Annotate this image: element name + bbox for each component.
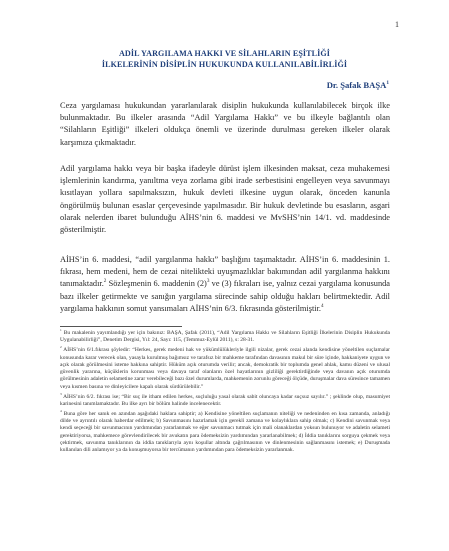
footnote-mark: 4 (60, 409, 62, 414)
title-line-1: ADİL YARGILAMA HAKKI VE SİLAHLARIN EŞİTLİĞİ (118, 49, 331, 58)
footnotes-section (60, 330, 390, 457)
paragraph-3-part-a: AİHS’in 6. maddesi, “adil yargılanma hakkı” başlığını taşımaktadır. AİHS’in 6. maddesinin 1. fıkrası, hem medeni, hem de cezai nitelikteki uyuşmazlıklar bakımından adil yargılanma hakkını tanımaktadır. (60, 255, 390, 289)
paragraph-3-part-b: Sözleşmenin 6. maddenin (2) (106, 279, 207, 289)
footnote-ref-3[interactable]: 3 (206, 278, 210, 285)
paragraph-3 (60, 254, 390, 315)
footnote-text: Buna göre her sanık en azından aşağıdaki haklara sahiptir; a) Kendisine yöneltilen suçlamanın niteliği ve nedeninden en kısa zamanda, anladığı dilde ve ayrıntılı olarak haberdar edilmek; b) Savunmasını hazırlamak için gerekli zamana ve kolaylıklara sahip olmak; c) Kendini savunmak veya kendi seçeceği bir savunmacının yardımından yararlanmak ve eğer savunmacı tutmak için mali olanaklardan yoksun bulunuyor ve adaletin selameti gerektiriyorsa, mahkemece görevlendirilecek bir avukatın para ödemeksizin yardımından yararlanabilmek; d) İddia tanıklarını sorguya çekmek veya çektirmek, savunma tanıklarının da iddia tanıklarıyla aynı koşullar altında çağrılmasının ve dinlenmesinin sağlanmasını istemek; e) Duruşmada kullanılan dili anlamıyor ya da konuşmuyorsa bir tercümanın yardımından para ödemeksizin yararlanmak. (60, 410, 390, 454)
paragraph-1: Ceza yargılaması hukukundan yararlanılarak disiplin hukukunda kullanılabilecek birçok ilke bulunmaktadır. Bu ilkeler arasında “Adil Yargılama Hakkı” ve bu ilkeyle bağlantılı olan “Silahların Eşitliği” ilkeleri oldukça önemli ve üzerinde durulması gereken ilkeler olarak karşımıza çıkmaktadır. (60, 101, 390, 147)
author-line (327, 80, 389, 90)
footnote-mark: 3 (60, 391, 62, 396)
document-title (60, 49, 389, 70)
footnote-3 (60, 391, 390, 409)
paragraph-2: Adil yargılama hakkı veya bir başka ifadeyle dürüst işlem ilkesinden maksat, ceza muhakemesi işlemlerinin kandırma, yanıltma veya zorlama gibi irade serbestisini engelleyen veya savunmayı kısıtlayan yollara sapılmaksızın, hukuk devleti ilkesine uygun olarak, önceden kanunla öngörülmüş bulunan esaslar çerçevesinde yapılmasıdır. Bir hukuk devletinde bu esasların, asgari olarak nelerden ibaret bulunduğu AİHS’nin 6. maddesi ve MvSHS’nin 14/1. vd. maddesinde gösterilmiştir. (60, 164, 390, 235)
footnote-text: AİHS’nin 6/2. fıkrası ise; “Bir suç ile itham edilen herkes, suçluluğu yasal olarak sabit oluncaya kadar suçsuz sayılır.” ; şeklinde olup, masumiyet karinesini tanımlamaktadır. Bu ilke ayrı bir bölüm halinde incelenecektir. (60, 393, 390, 407)
footnote-mark: 2 (60, 345, 62, 350)
footnote-divider (60, 326, 182, 327)
footnote-2 (60, 347, 390, 391)
author-footnote-mark[interactable]: 1 (386, 80, 389, 87)
footnote-1 (60, 330, 390, 345)
footnote-text: Bu makalenin yayımlandığı yer için bakınız: BAŞA, Şafak (2011), “Adil Yargılama Hakkı ve Silahların Eşitliği İlkelerinin Disiplin Hukukunda Uygulanabilirliği”, Denetim Dergisi, Yıl: 24, Sayı: 115, (Temmuz-Eylül 2011), s: 28-31. (60, 330, 390, 344)
footnote-mark: 1 (60, 328, 62, 333)
footnote-ref-4[interactable]: 4 (321, 303, 324, 310)
footnote-4 (60, 411, 390, 455)
footnote-text: AİHS’nin 6/1.fıkrası şöyledir: “Herkes, gerek medeni hak ve yükümlülükleriyle ilgili nizalar, gerek cezai alanda kendisine yöneltilen suçlamalar konusunda karar verecek olan, yasayla kurulmuş bağımsız ve tarafsız bir mahkeme tarafından davasının makul bir süre içinde, hakkaniyete uygun ve açık olarak görülmesini isteme hakkına sahiptir. Hüküm açık oturumda verilir; ancak, demokratik bir toplumda genel ahlak, kamu düzeni ve ulusal güvenlik yararına, küçüklerin korunması veya davaya taraf olanların özel hayatlarının gizliliği gerektirdiğinde veya davanın açık oturumda görülmesinin adaletin selametine zarar verebileceği bazı özel durumlarda, mahkemenin zorunlu göreceği ölçüde, duruşmalar dava süresince tamamen veya kısmen basına ve dinleyicilere kapalı olarak sürdürülebilir.” (60, 347, 390, 390)
title-line-2: İLKELERİNİN DİSİPLİN HUKUKUNDA KULLANILABİLİRLİĞİ (101, 59, 348, 69)
paragraph-3-part-c: ve (3) fıkraları ise, yalnız cezai yargılama konusunda bazı ilkeler getirmekte ve sanığın yargılama sürecinde sahip olduğu hakları belirtmektedir. Adil yargılama hakkının somut yansımaları AİHS’nin 6/3. fıkrasında gösterilmiştir. (60, 279, 390, 313)
author-name: Dr. Şafak BAŞA (326, 80, 387, 90)
footnote-ref-2[interactable]: 2 (103, 278, 107, 285)
page-number: 1 (395, 20, 399, 29)
